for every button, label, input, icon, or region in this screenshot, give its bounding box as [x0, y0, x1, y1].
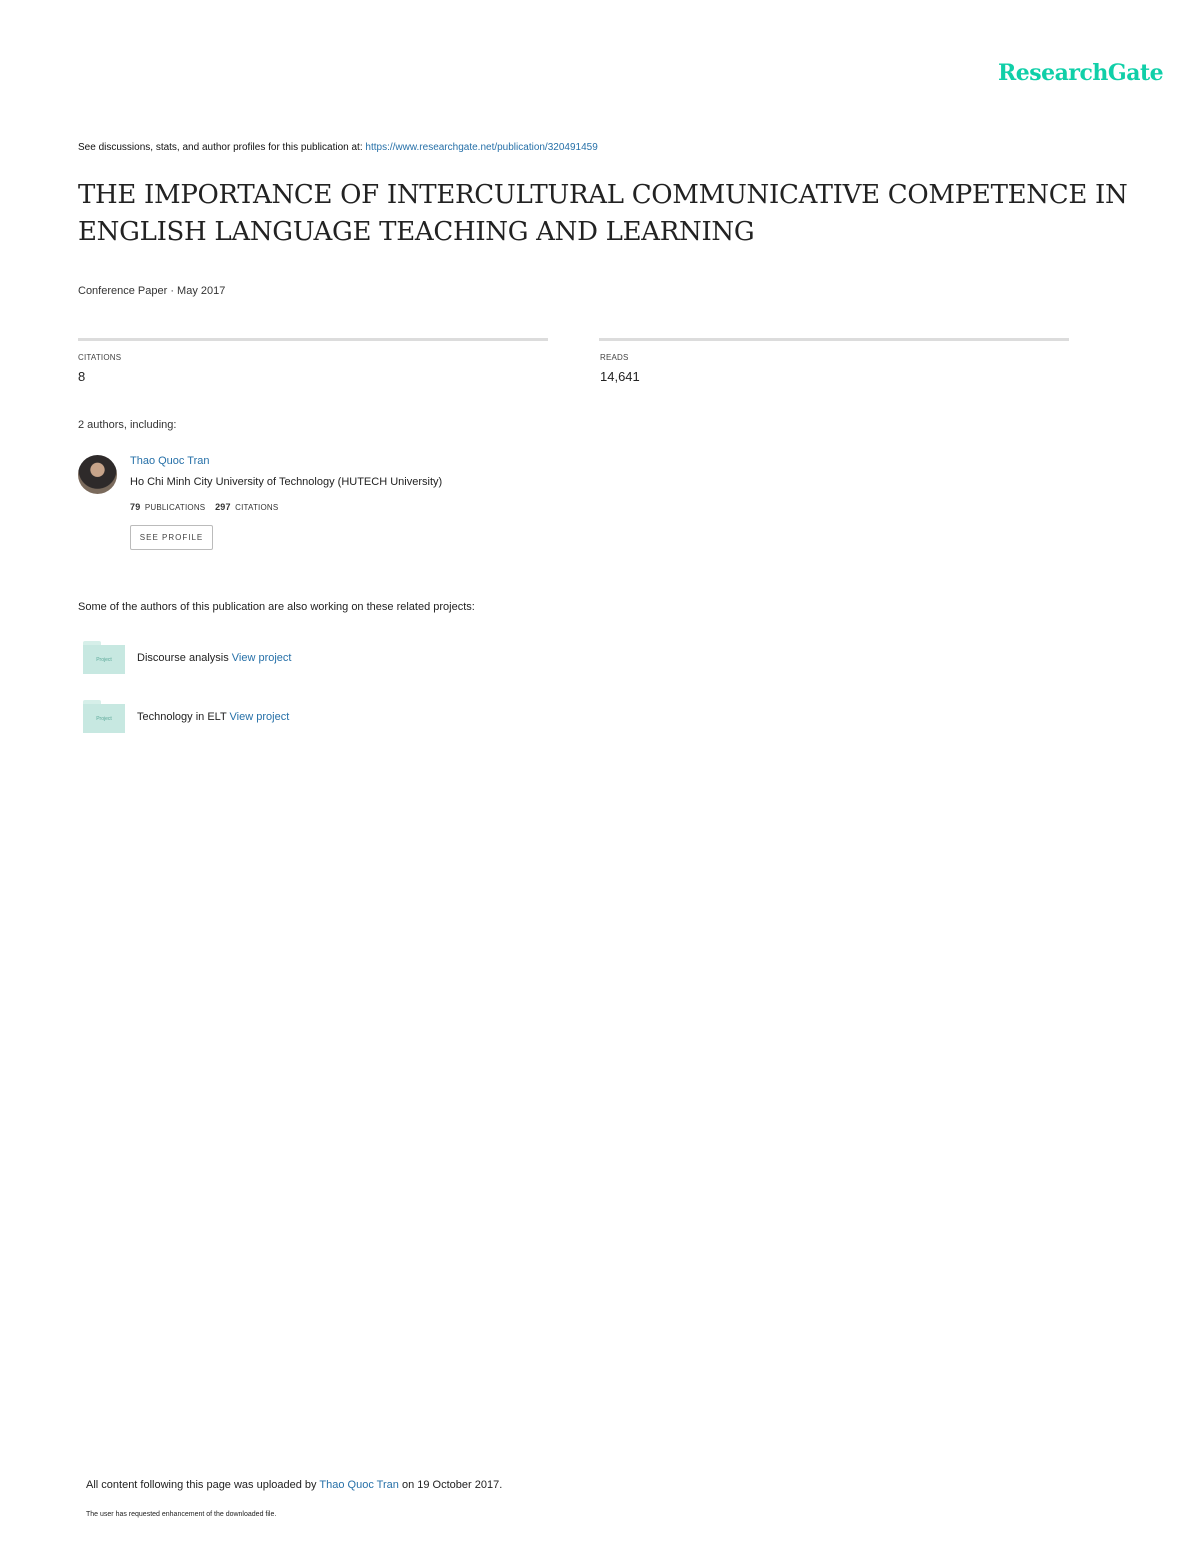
- project-name: Discourse analysis: [137, 651, 229, 664]
- upload-prefix: All content following this page was uploaded by: [86, 1479, 317, 1491]
- view-project-link[interactable]: View project: [231, 651, 292, 664]
- publication-type-date: Conference Paper · May 2017: [78, 285, 226, 297]
- author-affiliation: Ho Chi Minh City University of Technology (HUTECH University): [130, 476, 443, 488]
- paper-title: THE IMPORTANCE OF INTERCULTURAL COMMUNICATIVE COMPETENCE IN ENGLISH LANGUAGE TEACHING AND LEARNING: [78, 180, 1128, 247]
- citations-value: 8: [78, 369, 86, 384]
- authors-heading: 2 authors, including:: [78, 419, 177, 431]
- author-citations-label: CITATIONS: [235, 503, 279, 512]
- upload-suffix: on 19 October 2017.: [401, 1479, 503, 1491]
- reads-value: 14,641: [600, 369, 640, 384]
- project-folder-icon: Project: [83, 700, 125, 733]
- see-profile-button[interactable]: SEE PROFILE: [130, 525, 213, 550]
- author-stats: [130, 502, 278, 512]
- intro-text: See discussions, stats, and author profiles for this publication at:: [78, 142, 363, 153]
- project-item: [83, 700, 289, 733]
- project-item: [83, 641, 291, 674]
- citations-divider: [78, 338, 548, 341]
- view-project-link[interactable]: View project: [229, 710, 290, 723]
- publications-label: PUBLICATIONS: [144, 503, 206, 512]
- upload-info: [86, 1479, 502, 1491]
- enhancement-note: The user has requested enhancement of the downloaded file.: [86, 1511, 277, 1518]
- publication-url-link[interactable]: https://www.researchgate.net/publication/320491459: [365, 142, 598, 153]
- author-citations-count: 297: [215, 502, 231, 512]
- reads-divider: [599, 338, 1069, 341]
- publication-link-line: [78, 142, 598, 153]
- reads-label: READS: [600, 353, 629, 362]
- project-name: Technology in ELT: [137, 710, 227, 723]
- related-projects-heading: Some of the authors of this publication are also working on these related projects:: [78, 601, 475, 613]
- citations-label: CITATIONS: [78, 353, 122, 362]
- project-folder-icon: Project: [83, 641, 125, 674]
- author-name-link[interactable]: Thao Quoc Tran: [130, 455, 210, 467]
- publications-count: 79: [130, 502, 141, 512]
- uploader-link[interactable]: Thao Quoc Tran: [319, 1479, 399, 1491]
- researchgate-logo: ResearchGate: [998, 60, 1164, 86]
- author-avatar[interactable]: [78, 455, 117, 494]
